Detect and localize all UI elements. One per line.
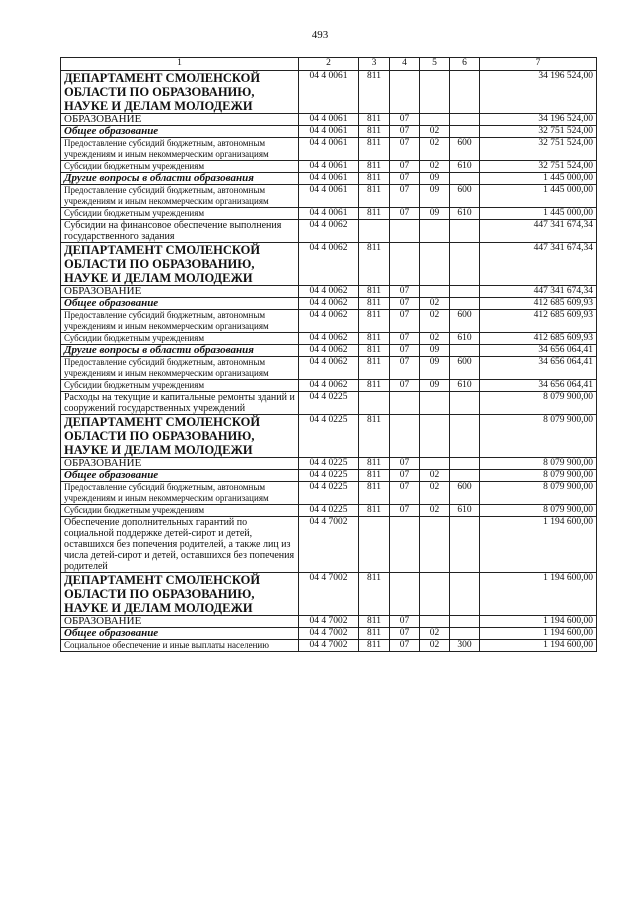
expense-type-code: 610 <box>450 208 480 220</box>
subsection-code: 02 <box>420 333 450 345</box>
section-code: 07 <box>390 114 420 126</box>
table-row <box>61 357 597 380</box>
table-row <box>61 333 597 345</box>
item-name: Субсидии бюджетным учреждениям <box>61 380 299 392</box>
amount: 32 751 524,00 <box>480 161 597 173</box>
subsection-code <box>420 243 450 286</box>
section-code: 07 <box>390 286 420 298</box>
ministry-code: 811 <box>359 208 390 220</box>
target-article-code: 04 4 0225 <box>299 505 359 517</box>
amount: 1 445 000,00 <box>480 185 597 208</box>
table-row <box>61 640 597 652</box>
subsection-code: 09 <box>420 185 450 208</box>
target-article-code: 04 4 0062 <box>299 345 359 357</box>
amount: 412 685 609,93 <box>480 333 597 345</box>
item-name: Обеспечение дополнительных гарантий по социальной поддержке детей-сирот и детей, оставшихся без попечения родителей, а также лиц из числа детей-сирот и детей, оставшихся без попечения родителей <box>61 517 299 573</box>
section-code: 07 <box>390 458 420 470</box>
subsection-code <box>420 220 450 243</box>
expense-type-code <box>450 243 480 286</box>
amount: 1 194 600,00 <box>480 640 597 652</box>
header-cell: 7 <box>480 58 597 71</box>
subsection-code: 02 <box>420 470 450 482</box>
amount: 34 196 524,00 <box>480 114 597 126</box>
page-number: 493 <box>311 29 329 41</box>
item-name: ДЕПАРТАМЕНТ СМОЛЕНСКОЙ ОБЛАСТИ ПО ОБРАЗОВАНИЮ, НАУКЕ И ДЕЛАМ МОЛОДЕЖИ <box>61 243 299 286</box>
expense-type-code: 300 <box>450 640 480 652</box>
expense-type-code <box>450 628 480 640</box>
section-code: 07 <box>390 138 420 161</box>
subsection-code: 09 <box>420 357 450 380</box>
subsection-code <box>420 458 450 470</box>
item-name: ОБРАЗОВАНИЕ <box>61 458 299 470</box>
expense-type-code: 600 <box>450 310 480 333</box>
ministry-code: 811 <box>359 357 390 380</box>
target-article-code: 04 4 0225 <box>299 482 359 505</box>
item-name: Предоставление субсидий бюджетным, автономным учреждениям и иным некоммерческим организациям <box>61 138 299 161</box>
amount: 8 079 900,00 <box>480 470 597 482</box>
ministry-code: 811 <box>359 71 390 114</box>
item-name: ОБРАЗОВАНИЕ <box>61 114 299 126</box>
item-name: Другие вопросы в области образования <box>61 173 299 185</box>
subsection-code: 02 <box>420 126 450 138</box>
subsection-code <box>420 286 450 298</box>
amount: 412 685 609,93 <box>480 298 597 310</box>
section-code: 07 <box>390 628 420 640</box>
item-name: Субсидии бюджетным учреждениям <box>61 333 299 345</box>
item-name: Общее образование <box>61 628 299 640</box>
target-article-code: 04 4 0061 <box>299 161 359 173</box>
expense-type-code <box>450 517 480 573</box>
item-name: Предоставление субсидий бюджетным, автономным учреждениям и иным некоммерческим организациям <box>61 185 299 208</box>
amount: 8 079 900,00 <box>480 458 597 470</box>
item-name: Другие вопросы в области образования <box>61 345 299 357</box>
subsection-code: 02 <box>420 482 450 505</box>
target-article-code: 04 4 7002 <box>299 640 359 652</box>
amount: 34 656 064,41 <box>480 357 597 380</box>
amount: 412 685 609,93 <box>480 310 597 333</box>
header-cell: 2 <box>299 58 359 71</box>
amount: 1 445 000,00 <box>480 173 597 185</box>
ministry-code: 811 <box>359 458 390 470</box>
item-name: ОБРАЗОВАНИЕ <box>61 286 299 298</box>
target-article-code: 04 4 0062 <box>299 286 359 298</box>
item-name: Предоставление субсидий бюджетным, автономным учреждениям и иным некоммерческим организациям <box>61 482 299 505</box>
subsection-code: 09 <box>420 173 450 185</box>
expense-type-code: 600 <box>450 185 480 208</box>
subsection-code: 02 <box>420 310 450 333</box>
ministry-code: 811 <box>359 470 390 482</box>
table-row <box>61 380 597 392</box>
item-name: Субсидии на финансовое обеспечение выполнения государственного задания <box>61 220 299 243</box>
subsection-code <box>420 517 450 573</box>
amount: 1 194 600,00 <box>480 517 597 573</box>
target-article-code: 04 4 0061 <box>299 126 359 138</box>
item-name: ДЕПАРТАМЕНТ СМОЛЕНСКОЙ ОБЛАСТИ ПО ОБРАЗОВАНИЮ, НАУКЕ И ДЕЛАМ МОЛОДЕЖИ <box>61 71 299 114</box>
subsection-code <box>420 616 450 628</box>
ministry-code: 811 <box>359 173 390 185</box>
subsection-code <box>420 114 450 126</box>
item-name: Субсидии бюджетным учреждениям <box>61 505 299 517</box>
section-code: 07 <box>390 345 420 357</box>
expense-type-code <box>450 392 480 415</box>
expense-type-code: 610 <box>450 380 480 392</box>
table-row <box>61 126 597 138</box>
ministry-code <box>359 517 390 573</box>
expense-type-code: 600 <box>450 138 480 161</box>
ministry-code: 811 <box>359 298 390 310</box>
target-article-code: 04 4 0062 <box>299 298 359 310</box>
section-code: 07 <box>390 380 420 392</box>
ministry-code: 811 <box>359 114 390 126</box>
ministry-code: 811 <box>359 573 390 616</box>
ministry-code: 811 <box>359 310 390 333</box>
subsection-code: 02 <box>420 138 450 161</box>
subsection-code: 02 <box>420 628 450 640</box>
amount: 8 079 900,00 <box>480 415 597 458</box>
section-code <box>390 71 420 114</box>
subsection-code <box>420 392 450 415</box>
section-code: 07 <box>390 333 420 345</box>
section-code: 07 <box>390 173 420 185</box>
item-name: ДЕПАРТАМЕНТ СМОЛЕНСКОЙ ОБЛАСТИ ПО ОБРАЗОВАНИЮ, НАУКЕ И ДЕЛАМ МОЛОДЕЖИ <box>61 415 299 458</box>
amount: 8 079 900,00 <box>480 482 597 505</box>
table-row <box>61 208 597 220</box>
target-article-code: 04 4 0061 <box>299 138 359 161</box>
section-code: 07 <box>390 482 420 505</box>
ministry-code: 811 <box>359 185 390 208</box>
amount: 1 445 000,00 <box>480 208 597 220</box>
amount: 8 079 900,00 <box>480 505 597 517</box>
section-code: 07 <box>390 185 420 208</box>
target-article-code: 04 4 0225 <box>299 415 359 458</box>
subsection-code: 09 <box>420 380 450 392</box>
table-row <box>61 243 597 286</box>
ministry-code: 811 <box>359 286 390 298</box>
table-row <box>61 71 597 114</box>
ministry-code: 811 <box>359 243 390 286</box>
section-code: 07 <box>390 208 420 220</box>
table-row <box>61 573 597 616</box>
expense-type-code <box>450 470 480 482</box>
header-cell: 3 <box>359 58 390 71</box>
amount: 447 341 674,34 <box>480 220 597 243</box>
expense-type-code <box>450 126 480 138</box>
item-name: ОБРАЗОВАНИЕ <box>61 616 299 628</box>
expense-type-code <box>450 345 480 357</box>
table-row <box>61 505 597 517</box>
table-row <box>61 616 597 628</box>
table-row <box>61 138 597 161</box>
ministry-code: 811 <box>359 345 390 357</box>
target-article-code: 04 4 0225 <box>299 392 359 415</box>
table-row <box>61 310 597 333</box>
expense-type-code <box>450 298 480 310</box>
amount: 1 194 600,00 <box>480 628 597 640</box>
item-name: Предоставление субсидий бюджетным, автономным учреждениям и иным некоммерческим организациям <box>61 310 299 333</box>
ministry-code: 811 <box>359 333 390 345</box>
subsection-code: 02 <box>420 505 450 517</box>
target-article-code: 04 4 0061 <box>299 185 359 208</box>
item-name: Общее образование <box>61 126 299 138</box>
target-article-code: 04 4 7002 <box>299 573 359 616</box>
item-name: Субсидии бюджетным учреждениям <box>61 161 299 173</box>
target-article-code: 04 4 0062 <box>299 243 359 286</box>
ministry-code: 811 <box>359 482 390 505</box>
target-article-code: 04 4 0225 <box>299 470 359 482</box>
subsection-code: 02 <box>420 161 450 173</box>
expense-type-code <box>450 173 480 185</box>
subsection-code <box>420 415 450 458</box>
section-code: 07 <box>390 310 420 333</box>
section-code: 07 <box>390 161 420 173</box>
subsection-code <box>420 71 450 114</box>
target-article-code: 04 4 7002 <box>299 616 359 628</box>
expense-type-code: 610 <box>450 505 480 517</box>
ministry-code: 811 <box>359 415 390 458</box>
header-cell: 1 <box>61 58 299 71</box>
table-row <box>61 628 597 640</box>
header-cell: 5 <box>420 58 450 71</box>
table-row <box>61 286 597 298</box>
item-name: ДЕПАРТАМЕНТ СМОЛЕНСКОЙ ОБЛАСТИ ПО ОБРАЗОВАНИЮ, НАУКЕ И ДЕЛАМ МОЛОДЕЖИ <box>61 573 299 616</box>
expense-type-code: 610 <box>450 333 480 345</box>
target-article-code: 04 4 0225 <box>299 458 359 470</box>
section-code: 07 <box>390 298 420 310</box>
section-code <box>390 243 420 286</box>
expense-type-code <box>450 573 480 616</box>
expense-type-code <box>450 71 480 114</box>
section-code <box>390 517 420 573</box>
subsection-code <box>420 573 450 616</box>
table-row <box>61 185 597 208</box>
item-name: Общее образование <box>61 298 299 310</box>
expense-type-code <box>450 458 480 470</box>
expense-type-code: 600 <box>450 482 480 505</box>
section-code <box>390 415 420 458</box>
target-article-code: 04 4 0062 <box>299 380 359 392</box>
section-code: 07 <box>390 126 420 138</box>
section-code: 07 <box>390 357 420 380</box>
header-cell: 6 <box>450 58 480 71</box>
target-article-code: 04 4 0061 <box>299 173 359 185</box>
subsection-code: 09 <box>420 208 450 220</box>
table-row <box>61 220 597 243</box>
expense-type-code: 610 <box>450 161 480 173</box>
target-article-code: 04 4 0062 <box>299 357 359 380</box>
amount: 1 194 600,00 <box>480 573 597 616</box>
amount: 8 079 900,00 <box>480 392 597 415</box>
section-code: 07 <box>390 616 420 628</box>
target-article-code: 04 4 0061 <box>299 71 359 114</box>
item-name: Общее образование <box>61 470 299 482</box>
table-row <box>61 392 597 415</box>
expense-type-code <box>450 114 480 126</box>
amount: 1 194 600,00 <box>480 616 597 628</box>
table-row <box>61 114 597 126</box>
table-row <box>61 470 597 482</box>
item-name: Социальное обеспечение и иные выплаты населению <box>61 640 299 652</box>
item-name: Расходы на текущие и капитальные ремонты зданий и сооружений государственных учреждений <box>61 392 299 415</box>
amount: 34 656 064,41 <box>480 345 597 357</box>
amount: 32 751 524,00 <box>480 138 597 161</box>
target-article-code: 04 4 0062 <box>299 333 359 345</box>
target-article-code: 04 4 0062 <box>299 220 359 243</box>
ministry-code: 811 <box>359 505 390 517</box>
ministry-code <box>359 392 390 415</box>
item-name: Предоставление субсидий бюджетным, автономным учреждениям и иным некоммерческим организациям <box>61 357 299 380</box>
table-row <box>61 161 597 173</box>
table-row <box>61 298 597 310</box>
expense-type-code <box>450 286 480 298</box>
section-code <box>390 392 420 415</box>
ministry-code: 811 <box>359 380 390 392</box>
amount: 447 341 674,34 <box>480 243 597 286</box>
ministry-code: 811 <box>359 616 390 628</box>
amount: 34 196 524,00 <box>480 71 597 114</box>
table-row <box>61 345 597 357</box>
section-code: 07 <box>390 505 420 517</box>
target-article-code: 04 4 0062 <box>299 310 359 333</box>
item-name: Субсидии бюджетным учреждениям <box>61 208 299 220</box>
subsection-code: 02 <box>420 640 450 652</box>
table-row <box>61 415 597 458</box>
expense-type-code <box>450 616 480 628</box>
section-code <box>390 573 420 616</box>
expense-type-code: 600 <box>450 357 480 380</box>
target-article-code: 04 4 0061 <box>299 114 359 126</box>
ministry-code: 811 <box>359 138 390 161</box>
amount: 447 341 674,34 <box>480 286 597 298</box>
table-row <box>61 173 597 185</box>
ministry-code: 811 <box>359 126 390 138</box>
target-article-code: 04 4 0061 <box>299 208 359 220</box>
subsection-code: 02 <box>420 298 450 310</box>
target-article-code: 04 4 7002 <box>299 517 359 573</box>
section-code: 07 <box>390 640 420 652</box>
ministry-code: 811 <box>359 161 390 173</box>
ministry-code: 811 <box>359 628 390 640</box>
section-code: 07 <box>390 470 420 482</box>
section-code <box>390 220 420 243</box>
expense-type-code <box>450 220 480 243</box>
header-cell: 4 <box>390 58 420 71</box>
amount: 32 751 524,00 <box>480 126 597 138</box>
expense-type-code <box>450 415 480 458</box>
table-row <box>61 482 597 505</box>
amount: 34 656 064,41 <box>480 380 597 392</box>
subsection-code: 09 <box>420 345 450 357</box>
header-row <box>61 58 597 71</box>
budget-table <box>60 57 597 652</box>
target-article-code: 04 4 7002 <box>299 628 359 640</box>
table-row <box>61 517 597 573</box>
table-row <box>61 458 597 470</box>
ministry-code <box>359 220 390 243</box>
ministry-code: 811 <box>359 640 390 652</box>
